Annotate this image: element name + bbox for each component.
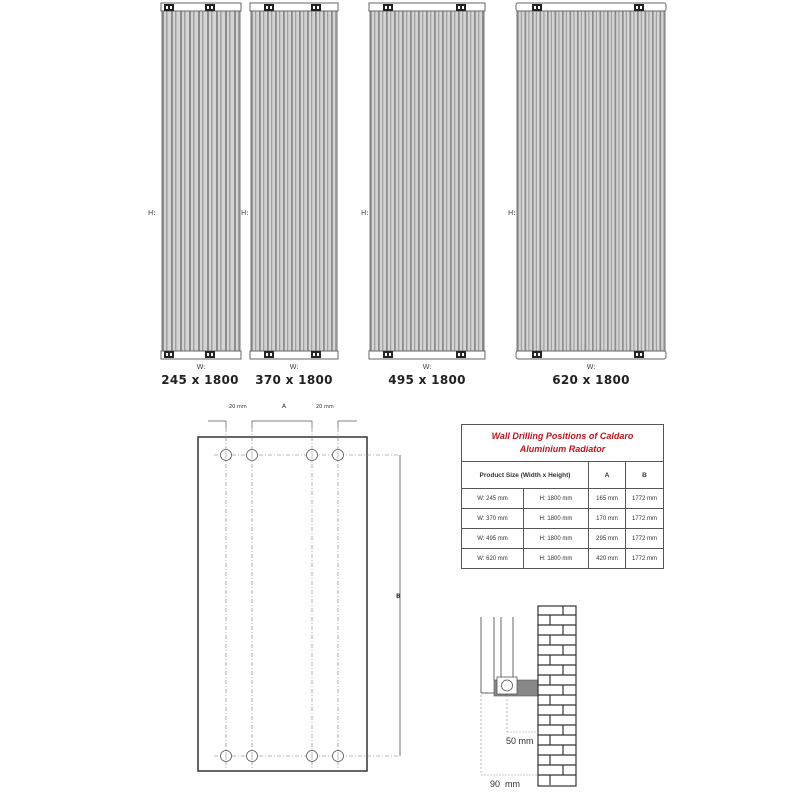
drilling-diagram-drawing (190, 400, 410, 780)
table-row (462, 529, 664, 549)
row-a: 295 mm (589, 529, 626, 549)
radiator-495 (368, 2, 486, 360)
row-height: H: 1800 mm (524, 549, 589, 569)
row-height: H: 1800 mm (524, 509, 589, 529)
radiator-620-width-label: W: (586, 363, 596, 371)
b-dimension-label: B (396, 593, 401, 600)
radiator-245-width-label: W: (196, 363, 206, 371)
table-row (462, 549, 664, 569)
row-a: 165 mm (589, 489, 626, 509)
radiator-620-size: 620 x 1800 (552, 373, 630, 387)
row-b: 1772 mm (626, 509, 664, 529)
radiator-370-size: 370 x 1800 (255, 373, 333, 387)
radiator-495-size: 495 x 1800 (388, 373, 466, 387)
table-title-line2: Aluminium Radiator (519, 444, 606, 454)
bracket-distance-label: 50 mm (506, 736, 534, 746)
header-a: A (589, 462, 626, 489)
radiator-495-height-label: H: (361, 209, 369, 217)
radiator-370 (249, 2, 339, 360)
radiator-245-height-label: H: (148, 209, 156, 217)
radiator-495-width-label: W: (422, 363, 432, 371)
radiator-245-drawing (160, 2, 242, 360)
row-b: 1772 mm (626, 549, 664, 569)
row-height: H: 1800 mm (524, 529, 589, 549)
radiator-370-drawing (249, 2, 339, 360)
header-product-size: Product Size (Width x Height) (462, 462, 589, 489)
radiator-620-drawing (515, 2, 667, 360)
header-b: B (626, 462, 664, 489)
radiator-495-drawing (368, 2, 486, 360)
row-a: 420 mm (589, 549, 626, 569)
row-width: W: 620 mm (462, 549, 524, 569)
total-distance-label: 90 mm (490, 779, 521, 789)
right-offset-label: 20 mm (316, 404, 334, 410)
table-row (462, 489, 664, 509)
radiator-620-height-label: H: (508, 209, 516, 217)
row-width: W: 370 mm (462, 509, 524, 529)
drilling-positions-table (461, 424, 664, 569)
left-offset-label: 20 mm (229, 404, 247, 410)
table-title-line1: Wall Drilling Positions of Caldaro (491, 431, 634, 441)
row-height: H: 1800 mm (524, 489, 589, 509)
radiator-245 (160, 2, 242, 360)
radiator-245-size: 245 x 1800 (161, 373, 239, 387)
radiator-620 (515, 2, 667, 360)
radiator-370-height-label: H: (241, 209, 249, 217)
row-width: W: 495 mm (462, 529, 524, 549)
row-b: 1772 mm (626, 489, 664, 509)
row-b: 1772 mm (626, 529, 664, 549)
table-row (462, 509, 664, 529)
table-title (462, 425, 664, 462)
a-dimension-label: A (282, 403, 287, 410)
wall-mount-drawing (470, 605, 590, 800)
radiator-370-width-label: W: (289, 363, 299, 371)
row-a: 170 mm (589, 509, 626, 529)
row-width: W: 245 mm (462, 489, 524, 509)
drilling-diagram (190, 400, 410, 784)
wall-mount-detail (470, 605, 590, 804)
